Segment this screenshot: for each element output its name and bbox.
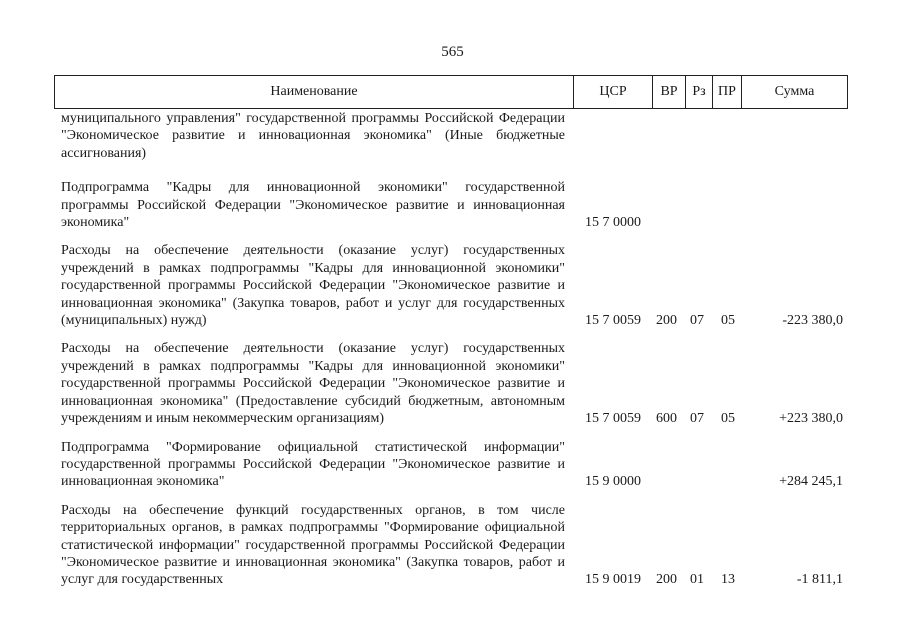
table-row — [0, 179, 905, 231]
row-csr: 15 7 0059 — [585, 411, 641, 427]
table-header — [54, 75, 848, 109]
row-csr: 15 7 0059 — [585, 313, 641, 329]
row-csr: 15 7 0000 — [585, 215, 641, 231]
row-description: Расходы на обеспечение деятельности (оказание услуг) государственных учреждений в рамках подпрограммы "Кадры для инновационной экономики" государственной программы Российской Федерации "Экономическое развитие и инновационная экономика" (Закупка товаров, работ и услуг для государственных (муниципальных) нужд) — [61, 243, 565, 329]
row-sum: +223 380,0 — [779, 411, 843, 427]
table-row — [0, 502, 905, 589]
row-rz: 01 — [690, 572, 704, 588]
row-pr: 05 — [721, 411, 735, 427]
row-vr: 200 — [656, 572, 677, 588]
row-vr: 200 — [656, 313, 677, 329]
row-sum: +284 245,1 — [779, 474, 843, 490]
table-row — [0, 110, 905, 162]
row-vr: 600 — [656, 411, 677, 427]
row-pr: 13 — [721, 572, 735, 588]
page-number: 565 — [441, 44, 464, 60]
table-row — [0, 439, 905, 491]
row-description: муниципального управления" государственной программы Российской Федерации "Экономическое развитие и инновационная экономика" (Иные бюджетные ассигнования) — [61, 111, 565, 161]
header-rz: Рз — [686, 76, 713, 108]
header-pr: ПР — [713, 76, 742, 108]
row-rz: 07 — [690, 313, 704, 329]
row-description: Подпрограмма "Формирование официальной статистической информации" государственной программы Российской Федерации "Экономическое развитие и инновационная экономика" — [61, 439, 565, 490]
row-sum: -1 811,1 — [796, 572, 843, 588]
table-row — [0, 242, 905, 329]
row-description: Подпрограмма "Кадры для инновационной экономики" государственной программы Российской Федерации "Экономическое развитие и инновационная экономика" — [61, 180, 565, 231]
header-csr: ЦСР — [574, 76, 653, 108]
table-body — [0, 110, 905, 589]
row-description: Расходы на обеспечение деятельности (оказание услуг) государственных учреждений в рамках подпрограммы "Кадры для инновационной экономики" государственной программы Российской Федерации "Экономическое развитие и инновационная экономика" (Предоставление субсидий бюджетным, автономным учреждениям и иным некоммерческим организациям) — [61, 341, 565, 427]
row-description: Расходы на обеспечение функций государственных органов, в том числе территориальных органов, в рамках подпрограммы "Формирование официальной статистической информации" государственной программы Российской Федерации "Экономическое развитие и инновационная экономика" (Закупка товаров, работ и услуг для государственных — [61, 502, 565, 588]
header-sum: Сумма — [774, 84, 815, 99]
row-csr: 15 9 0000 — [585, 474, 641, 490]
row-sum: -223 380,0 — [782, 313, 843, 329]
header-name: Наименование — [55, 76, 574, 108]
row-rz: 07 — [690, 411, 704, 427]
row-csr: 15 9 0019 — [585, 572, 641, 588]
table-row — [0, 340, 905, 427]
header-vr: ВР — [653, 76, 686, 108]
row-pr: 05 — [721, 313, 735, 329]
